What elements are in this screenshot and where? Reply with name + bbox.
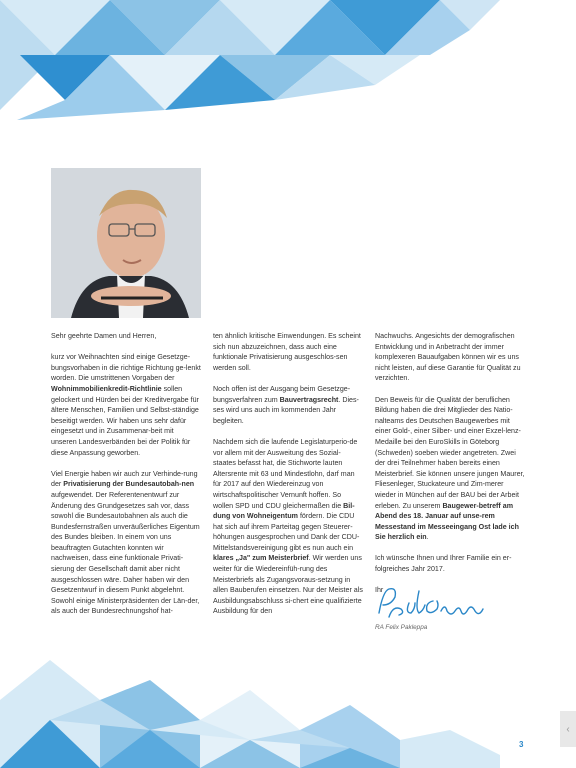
text-run: uns nicht leisten, auf diese Garantie für <box>375 353 519 372</box>
bold-text: Privatisierung der Bundesautobah- <box>63 480 182 489</box>
bold-text: Bauvertragsrecht <box>279 395 339 404</box>
text-run: Eigentum des Bundes bleiben. In einem von <box>51 522 200 542</box>
bold-text: Baugewer- <box>442 501 479 510</box>
text-run: Sowohl einige Ministerpräsidenten der Län- <box>51 596 188 605</box>
paragraph <box>375 395 525 543</box>
text-run: gelockert und Hürden bei der Kreditvergabe <box>51 395 189 404</box>
text-run: (Schweden) soeben wieder angetreten. Zwei <box>375 448 516 457</box>
text-run: bungsvorhaben in die richtige Richtung ge- <box>51 363 186 372</box>
bold-text: klares „Ja" zum Meisterbrief <box>213 554 309 563</box>
text-run: ständige beseitigt werden. Wir haben uns <box>51 406 199 425</box>
text-run: aufgewendet. Der Referentenentwurf <box>51 490 168 499</box>
bottom-decoration <box>0 660 576 768</box>
text-run: ses wird uns auch im kommenden Jahr <box>213 406 337 415</box>
text-run: scheint sich nun abzuzeichnen, dass auch <box>213 332 361 351</box>
text-run: Nachwuchs. Angesichts der demografischen <box>375 332 515 340</box>
letter-column-3 <box>375 331 525 606</box>
paragraph <box>51 469 201 617</box>
text-run: sierung der Gesellschaft damit aber nicht <box>51 565 180 574</box>
text-run: Politik für diese Anpassung geworben. <box>51 437 191 457</box>
text-run: der <box>164 374 175 383</box>
paragraph <box>213 384 363 426</box>
text-run: Gesetzentwurf in diesem Punkt abgelehnt. <box>51 586 185 595</box>
bold-text: Bil- <box>343 501 355 510</box>
closing: Ihr <box>375 586 384 595</box>
text-run: setzung in allen Bauberufen einsetzen. Nur <box>213 575 351 595</box>
text-run: wirtschaftspolitischer Vernunft hoffen. So <box>213 490 342 499</box>
text-run: Den Beweis für die Qualität der beruflichen <box>375 395 510 404</box>
paragraph <box>375 331 525 384</box>
bold-text: Wohnimmobilienkredit-Richtlinie <box>51 384 162 393</box>
text-run: für ältere Menschen, Familien und Selbst- <box>51 395 199 415</box>
bold-text: dung von Wohneigentum <box>213 512 298 521</box>
text-run: rung des Meisterbriefs als Zugangsvoraus- <box>213 565 328 584</box>
text-run: wollen SPD und CDU gleichermaßen die <box>213 501 344 510</box>
top-decoration <box>0 0 576 130</box>
text-run: folgreiches Jahr 2017. <box>375 565 445 574</box>
text-run: bungsverfahren zum <box>213 395 280 404</box>
text-run: ausgeschlossen wäre. Daher haben wir den <box>51 575 190 584</box>
text-run: sehr dafür eingesetzt und in Zusammenar- <box>51 416 187 436</box>
paragraph <box>213 331 363 373</box>
text-run: Ich wünsche Ihnen und Ihrer Familie ein er- <box>375 554 512 563</box>
page-number: 3 <box>519 740 524 749</box>
text-run: Noch offen ist der Ausgang beim Gesetzge- <box>213 384 351 393</box>
portrait-photo <box>51 168 201 318</box>
text-run: der drei Teilnehmer haben bereits einen <box>375 459 500 468</box>
text-run: nalteams des Deutschen Baugewerbes mit <box>375 416 510 425</box>
text-run: rung der <box>51 469 198 489</box>
text-run: man für 2017 auf den Wiedereinzug von <box>213 469 355 489</box>
chevron-left-icon: ‹ <box>566 723 570 735</box>
letter-column-2 <box>213 331 363 628</box>
text-run: die Bundesfernstraßen unveräußerliches <box>51 512 188 531</box>
bold-text: betreff am Abend des 18. Januar auf unse- <box>375 501 513 521</box>
paragraph <box>375 553 525 574</box>
bold-text: rem Messestand im Messeeingang Ost lade <box>375 512 507 531</box>
text-run: sollen <box>161 384 183 393</box>
text-run: kurz vor Weihnachten sind einige Gesetzge- <box>51 353 191 362</box>
text-run: der Arbeit erleben. Zu unserem <box>375 490 519 510</box>
text-run: auch ein <box>326 543 354 552</box>
text-run: . Wir <box>308 554 324 563</box>
bold-text: nen <box>181 480 195 489</box>
text-run: sen werden soll. <box>213 353 348 372</box>
text-run: . <box>426 533 429 542</box>
text-run: chert eine qualifizierte Ausbildung für den <box>213 596 362 616</box>
text-run: begleiten. <box>213 416 244 425</box>
text-run: Qualität zu verzichten. <box>375 363 521 383</box>
text-run: lenkt worden. Die umstrittenen Vorgaben <box>51 363 201 383</box>
text-run: CDU-Mittelstandsvereinigung gibt es nun <box>213 533 360 552</box>
handwritten-signature <box>375 583 495 625</box>
text-run: fördern. Die CDU <box>297 512 355 521</box>
text-run: Altersrente mit 63 und Mindestlohn, darf <box>213 469 339 478</box>
text-run: lenz-Medaille bei den EuroSkills in Göteborg <box>375 427 521 446</box>
text-run: Meisterbrief. Sie können unsere jungen <box>375 469 499 478</box>
paragraph <box>51 352 201 458</box>
text-run: de vor allem mit der Ausweitung des Sozial- <box>213 437 358 457</box>
text-run: eine funktionale Privatisierung ausgeschlos- <box>213 342 337 362</box>
text-run: uns beauftragten Gutachten konnten wir <box>51 533 172 552</box>
text-run: hat sich auf ihrem Parteitag gegen Steuerer- <box>213 522 353 531</box>
side-tab[interactable] <box>560 711 576 747</box>
text-run: dass sowohl die Bundesautobahnen als auch <box>51 501 190 521</box>
text-run: ten ähnlich kritische Einwendungen. Es <box>213 332 337 340</box>
text-run: werden uns weiter für die Wiedereinfüh- <box>213 554 362 574</box>
text-run: zur Änderung des Grundgesetzes sah vor, <box>51 490 180 510</box>
text-run: komplexeren Bauaufgaben können wir es <box>375 353 506 362</box>
text-run: nachweisen, dass eine funktionale Privati- <box>51 554 184 563</box>
salutation: Sehr geehrte Damen und Herren, <box>51 332 157 340</box>
paragraph <box>213 437 363 617</box>
letter-column-1 <box>51 331 201 628</box>
bold-text: ich Sie herzlich ein <box>375 522 519 542</box>
text-run: höhungen ausgesprochen und Dank der <box>213 533 340 542</box>
text-run: beit mit unseren Landesverbänden bei der <box>51 427 174 446</box>
text-run: der Meister als Ausbildungsabschluss si- <box>213 586 363 605</box>
text-run: staates befasst hat, die Stichworte lauten <box>213 459 343 468</box>
text-run: einer Gold-, einer Silber- und einer Exzel- <box>375 427 506 436</box>
text-run: Nachdem sich die laufende Legislaturperio- <box>213 437 350 446</box>
text-run: Entwicklung und in Anbetracht der immer <box>375 342 504 351</box>
text-run: der, als auch der Bundesrechnungshof hat- <box>51 596 200 616</box>
text-run: Viel Energie haben wir auch zur Verhinde- <box>51 469 184 478</box>
text-run: merer wieder in München auf der BAU bei <box>375 480 504 499</box>
signature-name: RA Felix Pakleppa <box>375 624 428 631</box>
text-run: Maurer, Fliesenleger, Stuckateure und Zim- <box>375 469 525 489</box>
text-run: Bildung haben die drei Mitglieder des Natio- <box>375 406 513 415</box>
text-run: . Dies- <box>338 395 359 404</box>
